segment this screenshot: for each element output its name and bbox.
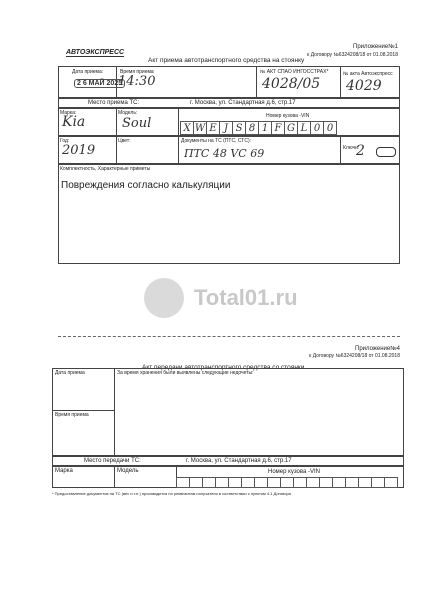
cut-line	[58, 336, 400, 337]
contract4-ref: к Договору №6324208/18 от 01.08.2018	[309, 353, 400, 359]
vin-cell: 0	[310, 121, 324, 135]
vin2-cell	[358, 477, 372, 488]
docs-value: ПТС 48 VC 69	[184, 147, 265, 160]
completeness-label: Комплектность, Характерные приметы	[60, 166, 151, 172]
vin2-cell	[319, 477, 333, 488]
ae-number-value: 4029	[346, 78, 382, 94]
footnote: * Предоставление документов на ТС (вес и т.п.) производится по реквизитам получателя в соответствии с пунктом 4.1 Договора	[52, 491, 291, 496]
keys-value: 2	[356, 143, 365, 159]
place2-label: Место передачи ТС:	[84, 458, 141, 464]
vin-cell: L	[297, 121, 311, 135]
vin-cell: X	[180, 121, 194, 135]
act-number-label: № АКТ СПАО ИНГОССТРАХ*	[260, 69, 329, 75]
vin2-cell	[254, 477, 268, 488]
vin2-cell	[228, 477, 242, 488]
year-label: Год:	[60, 138, 70, 144]
vin2-cell	[371, 477, 385, 488]
vin2-cell	[267, 477, 281, 488]
year-value: 2019	[62, 143, 96, 158]
act2-title: Акт передачи автотранспортного средства со стоянки	[142, 364, 305, 371]
vin2-cell	[345, 477, 359, 488]
ae-number-label: № акта Автоэкспресс	[343, 71, 393, 77]
act2-date-label: Дата приема	[55, 370, 85, 376]
vin-cell: F	[271, 121, 285, 135]
make-label: Марка:	[60, 110, 77, 116]
vin-cell: J	[219, 121, 233, 135]
completeness-box	[58, 164, 400, 264]
vin2-cell	[332, 477, 346, 488]
vin2-cell	[293, 477, 307, 488]
contract-ref: к Договору №6324208/18 от 01.08.2018	[307, 52, 398, 58]
storage-defects-label: За время хранения были выявлены следующие недочеты:	[117, 370, 254, 376]
vin-cell: 1	[258, 121, 272, 135]
vin2-label: Номер кузова -VIN	[268, 469, 320, 475]
receive-box	[52, 368, 404, 456]
appendix-label: Приложение№1	[353, 44, 398, 50]
vin2-cell	[280, 477, 294, 488]
place-value: г. Москва, ул. Стандартная д.6, стр.17	[190, 100, 296, 106]
act-title: Акт приема автотранспортного средства на стоянку	[148, 57, 305, 64]
vin2-cell	[176, 477, 190, 488]
model2-label: Модель	[117, 468, 139, 474]
time-value: 14:30	[118, 74, 156, 89]
vin2-cell	[384, 477, 398, 488]
time-label: Время приема	[120, 69, 154, 75]
date-stamp: 2 6 МАЙ 2025	[74, 79, 125, 88]
vin2-cell	[306, 477, 320, 488]
vin2-cell	[202, 477, 216, 488]
keys-scribble	[376, 147, 396, 157]
model-value: Soul	[122, 116, 152, 131]
vin-cell: G	[284, 121, 298, 135]
vin2-cell	[189, 477, 203, 488]
watermark: Total01.ru	[194, 285, 298, 310]
vin-cell: S	[232, 121, 246, 135]
watermark-logo	[144, 278, 184, 318]
appendix4-label: Приложение№4	[355, 346, 400, 352]
keys-label: Ключи:	[343, 145, 360, 151]
company-logo: АВТОЭКСПРЕСС	[66, 49, 125, 56]
vin2-cell	[241, 477, 255, 488]
vin-label: Номер кузова -VIN	[266, 113, 310, 119]
vin-cell: 0	[323, 121, 337, 135]
damage-text: Повреждения согласно калькуляции	[61, 180, 231, 191]
place-label: Место приема ТС:	[88, 100, 140, 106]
place2-value: г. Москва, ул. Стандартная д.6, стр.17	[186, 458, 292, 464]
vin2-cell	[215, 477, 229, 488]
make2-label: Марка	[55, 468, 73, 474]
model-label: Модель:	[118, 110, 138, 116]
vin-cell: W	[194, 123, 206, 134]
make-value: Kia	[62, 114, 86, 130]
docs-label: Документы на ТС (ПТС, СТС):	[181, 138, 252, 144]
act2-time-label: Время приема	[55, 412, 89, 418]
date-label: Дата приема:	[72, 69, 104, 75]
vin-cell: 8	[245, 121, 259, 135]
act-number-value: 4028/05	[262, 76, 321, 92]
color-label: Цвет:	[118, 138, 131, 144]
vin-cell: E	[206, 121, 220, 135]
